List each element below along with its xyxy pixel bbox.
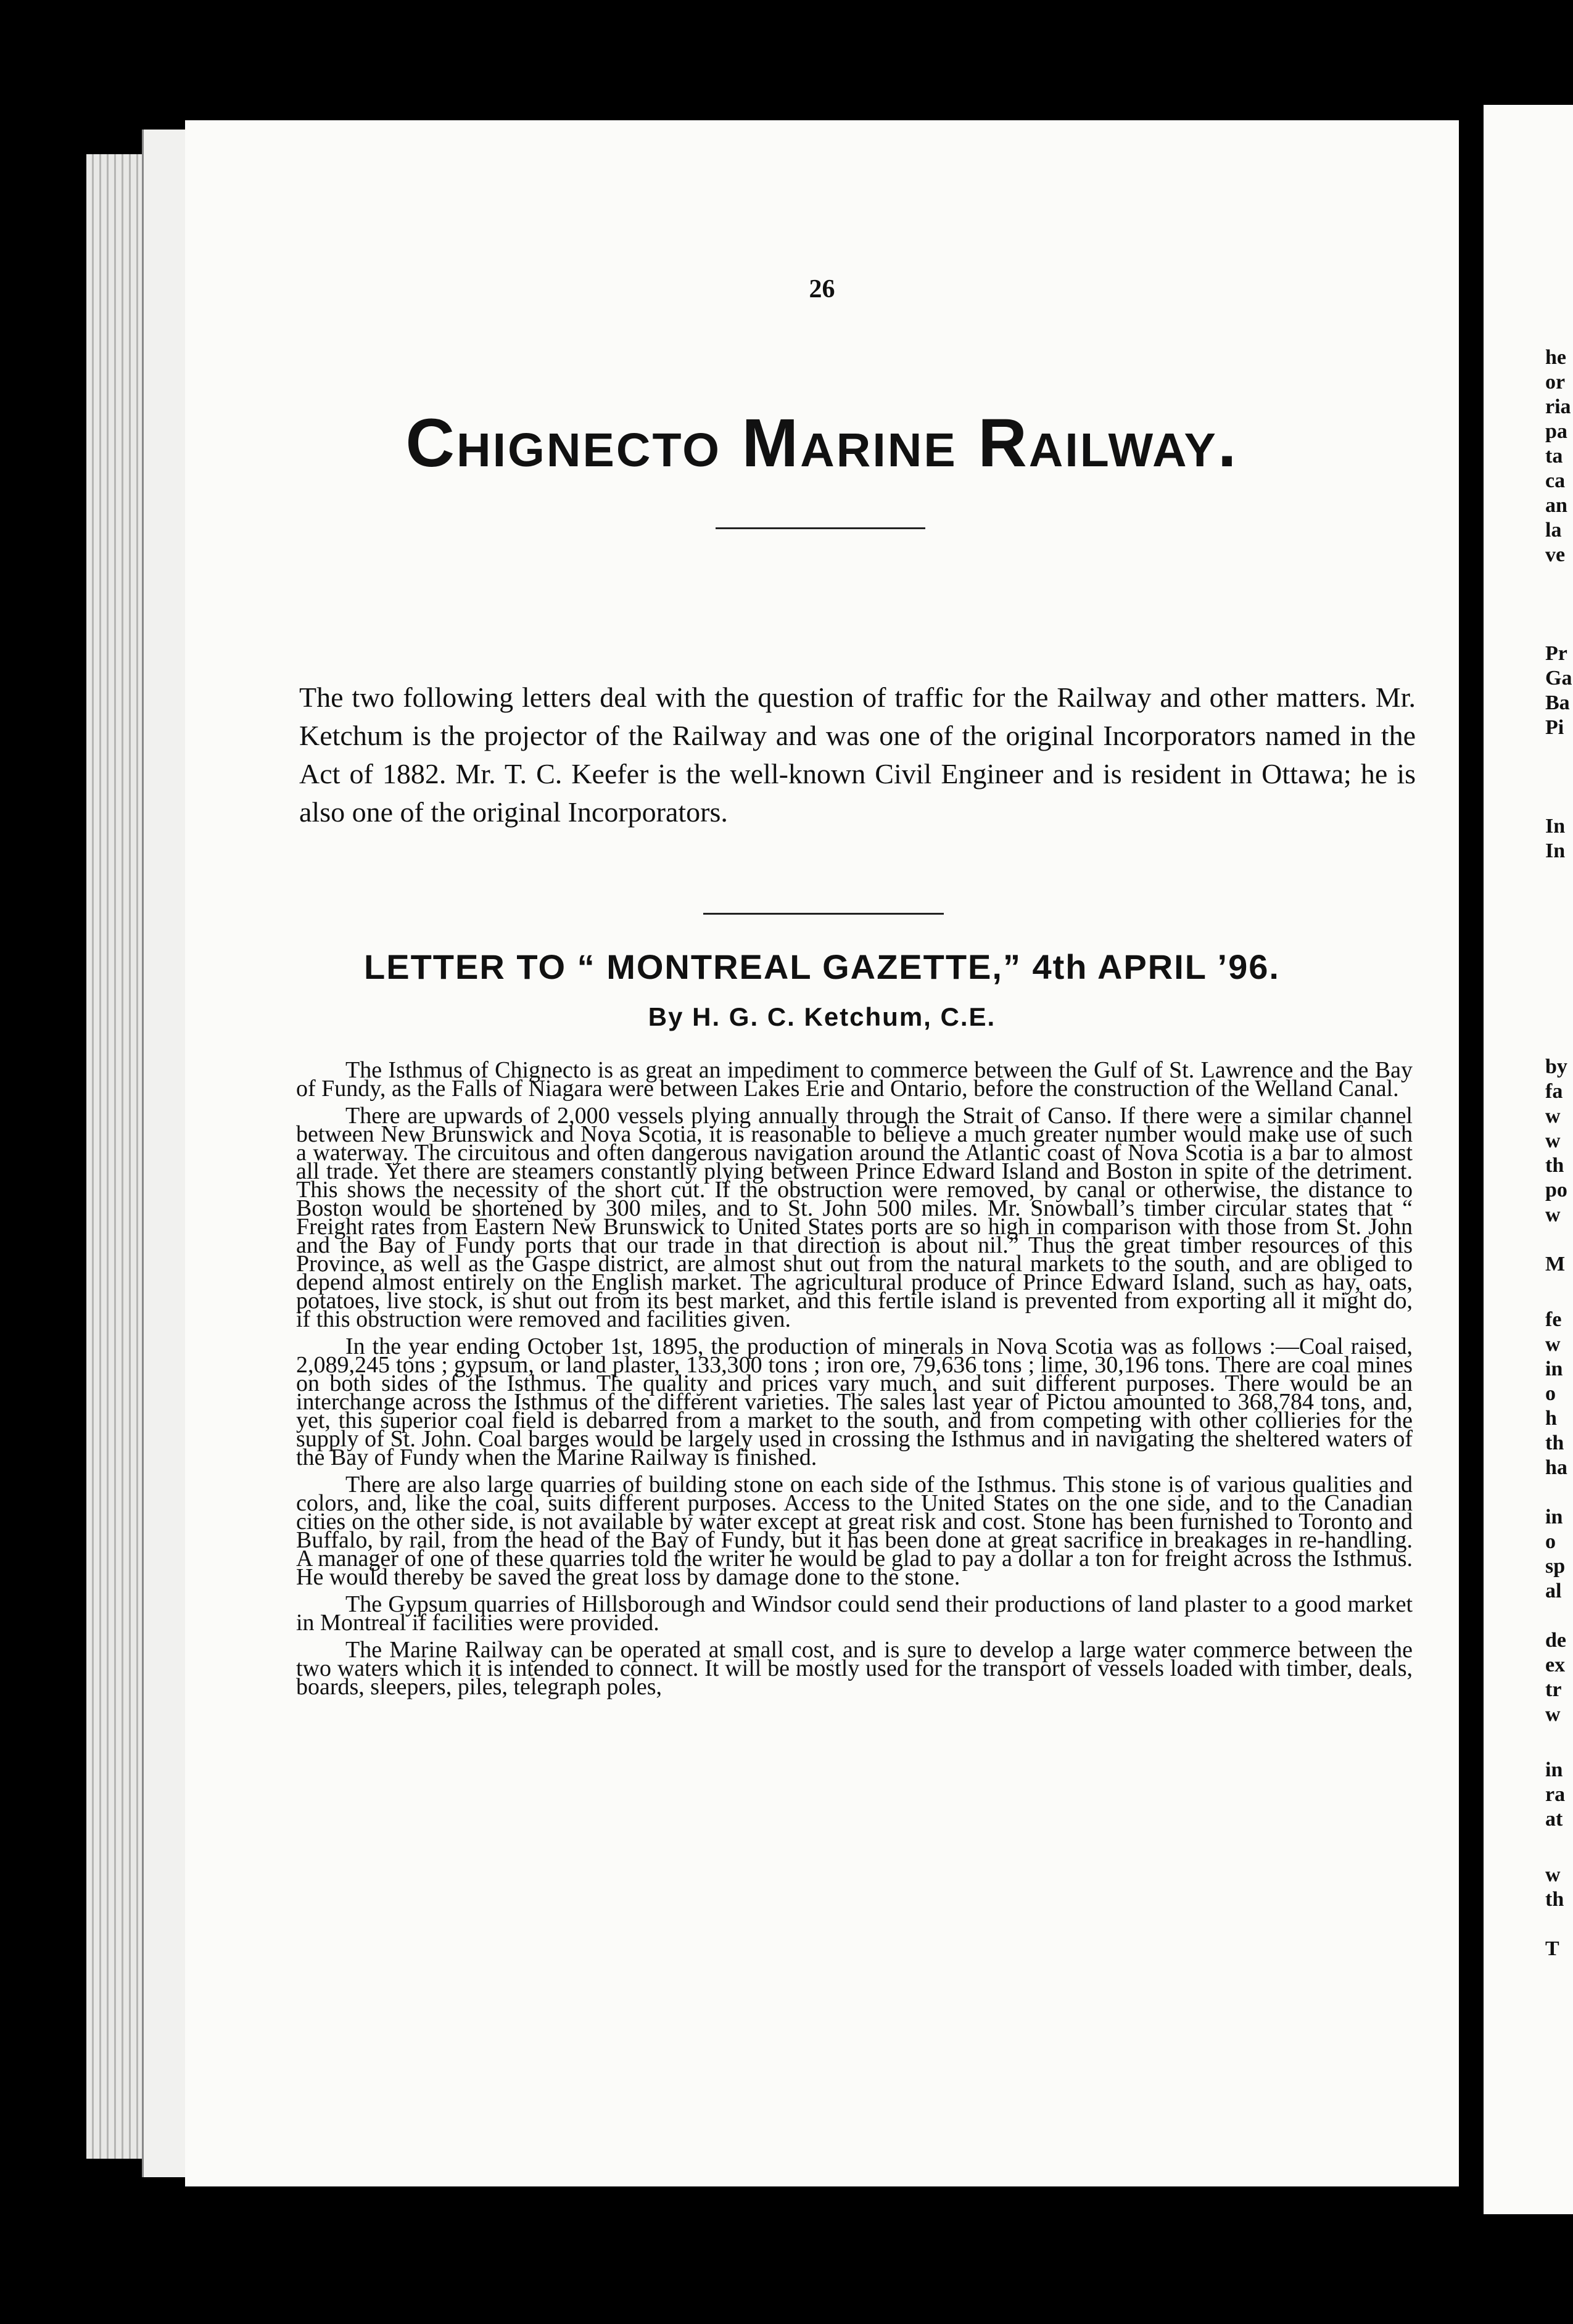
adjacent-page-fragment: po xyxy=(1545,1179,1567,1201)
body-paragraph: The Gypsum quarries of Hillsborough and Windsor could send their productions of land plaster to a good market in Montreal if facilities were provided. xyxy=(296,1591,1413,1636)
intro-paragraph: The two following letters deal with the question of traffic for the Railway and other matters. Mr. Ketchum is the projector of the Railway and was one of the original Incorporators named in the Act of 1882. Mr. T. C. Keefer is the well-known Civil Engineer and is resident in Ottawa; he is also one of the original Incorporators. xyxy=(299,682,1416,828)
adjacent-page-fragment: ve xyxy=(1545,543,1566,566)
adjacent-page-fragment: o xyxy=(1545,1382,1556,1405)
adjacent-page-fragment: Ba xyxy=(1545,691,1570,714)
adjacent-page-fragment: w xyxy=(1545,1863,1561,1886)
adjacent-page-fragment: fa xyxy=(1545,1080,1563,1103)
adjacent-page-fragment: he xyxy=(1545,346,1566,369)
adjacent-page-fragment: in xyxy=(1545,1506,1563,1528)
adjacent-page-fragment: o xyxy=(1545,1530,1556,1553)
adjacent-page-fragment: fe xyxy=(1545,1308,1562,1331)
body-paragraph: There are upwards of 2,000 vessels plying annually through the Strait of Canso. If there were a similar channel between New Brunswick and Nova Scotia, it is reasonable to believe a much greater number would make use of such a waterway. The circuitous and often dangerous navigation around the Atlantic coast of Nova Scotia is a bar to almost all trade. Yet there are steamers constantly plying between Prince Edward Island and Boston in spite of the detriment. This shows the necessity of the short cut. If the obstruction were removed, by canal or otherwise, the distance to Boston would be shortened by 300 miles, and to St. John 500 miles. Mr. Snowball’s timber circular states that “ Freight rates from Eastern New Brunswick to United States ports are so high in comparison with those from St. John and the Bay of Fundy ports that our trade in that direction is about nil.” Thus the great timber resources of this Province, as well as the Gaspe district, are almost shut out from the natural markets to the south, and are obliged to depend almost entirely on the English market. The agricultural produce of Prince Edward Island, such as hay, oats, potatoes, live stock, is shut out from its best market, and this fertile island is prevented from exporting all it might do, if this obstruction were removed and facilities given. xyxy=(296,1103,1413,1332)
adjacent-page-fragment: T xyxy=(1545,1937,1559,1960)
adjacent-page-fragment: pa xyxy=(1545,420,1567,443)
letter-body xyxy=(296,1057,1413,1705)
adjacent-page-fragment: ca xyxy=(1545,469,1566,492)
adjacent-page-fragments xyxy=(1545,345,1573,1974)
adjacent-page-fragment: Ga xyxy=(1545,667,1572,690)
adjacent-page-fragment: by xyxy=(1545,1055,1567,1078)
body-paragraph: In the year ending October 1st, 1895, the production of minerals in Nova Scotia was as follows :—Coal raised, 2,089,245 tons ; gypsum, or land plaster, 133,300 tons ; iron ore, 79,636 tons ; lime, 30,196 tons. There are coal mines on both sides of the Isthmus. The quality and prices vary much, and suit different purposes. There would be an interchange across the Isthmus of the different varieties. The sales last year of Pictou amounted to 368,784 tons, and, yet, this superior coal field is debarred from a market to the south, and from competing with other collieries for the supply of St. John. Coal barges would be largely used in crossing the Isthmus and in navigating the sheltered waters of the Bay of Fundy when the Marine Railway is finished. xyxy=(296,1333,1413,1470)
adjacent-page-fragment: In xyxy=(1545,815,1566,838)
adjacent-page-fragment: th xyxy=(1545,1888,1564,1911)
adjacent-page-fragment: la xyxy=(1545,519,1562,542)
adjacent-page-fragment: w xyxy=(1545,1129,1561,1152)
adjacent-page-fragment: Pi xyxy=(1545,716,1564,739)
title-divider xyxy=(716,527,925,529)
page-title: Chignecto Marine Railway. xyxy=(405,405,1239,481)
adjacent-page-fragment: sp xyxy=(1545,1555,1566,1578)
body-paragraph: The Isthmus of Chignecto is as great an impediment to commerce between the Gulf of St. Lawrence and the Bay of Fundy, as the Falls of Niagara were between Lakes Erie and Ontario, before the construction of the Welland Canal. xyxy=(296,1057,1413,1102)
adjacent-page-fragment: at xyxy=(1545,1808,1563,1831)
adjacent-page-fragment: Pr xyxy=(1545,642,1567,665)
adjacent-page-fragment: ra xyxy=(1545,1783,1566,1806)
adjacent-page-fragment: M xyxy=(1545,1253,1566,1275)
adjacent-page-fragment: h xyxy=(1545,1407,1557,1430)
adjacent-page-fragment: de xyxy=(1545,1629,1566,1652)
adjacent-page-fragment: in xyxy=(1545,1358,1563,1380)
adjacent-page-fragment: ta xyxy=(1545,445,1563,468)
adjacent-page-fragment: In xyxy=(1545,839,1566,862)
adjacent-page-fragment: w xyxy=(1545,1203,1561,1226)
intro-divider xyxy=(703,913,944,915)
adjacent-page-fragment: w xyxy=(1545,1105,1561,1127)
book-page-edge-inner xyxy=(142,130,190,2177)
book-page xyxy=(185,120,1459,2186)
adjacent-page-fragment: ex xyxy=(1545,1654,1566,1676)
adjacent-page-fragment: al xyxy=(1545,1580,1562,1602)
adjacent-page-fragment: an xyxy=(1545,494,1567,517)
page-number: 26 xyxy=(809,275,835,303)
adjacent-page-fragment: or xyxy=(1545,371,1566,394)
body-paragraph: The Marine Railway can be operated at small cost, and is sure to develop a large water commerce between the two waters which it is intended to connect. It will be mostly used for the transport of vessels loaded with timber, deals, boards, sleepers, piles, telegraph poles, xyxy=(296,1637,1413,1700)
adjacent-page-fragment: w xyxy=(1545,1703,1561,1726)
adjacent-page-fragment: th xyxy=(1545,1432,1564,1454)
adjacent-page-fragment: w xyxy=(1545,1333,1561,1356)
letter-title: LETTER TO “ MONTREAL GAZETTE,” 4th APRIL ’96. xyxy=(364,947,1280,986)
adjacent-page-fragment: ria xyxy=(1545,395,1571,418)
adjacent-page-fragment: th xyxy=(1545,1154,1564,1177)
adjacent-page-fragment: in xyxy=(1545,1758,1563,1781)
adjacent-page-fragment: tr xyxy=(1545,1678,1562,1701)
letter-byline: By H. G. C. Ketchum, C.E. xyxy=(648,1002,996,1031)
adjacent-page-fragment: ha xyxy=(1545,1456,1567,1479)
body-paragraph: There are also large quarries of building stone on each side of the Isthmus. This stone is of various qualities and colors, and, like the coal, suits different purposes. Access to the United States on the one side, and to the Canadian cities on the other side, is not available by water except at great risk and cost. Stone has been furnished to Toronto and Buffalo, by rail, from the head of the Bay of Fundy, but it has been done at great sacrifice in breakages in re-handling. A manager of one of these quarries told the writer he would be glad to pay a dollar a ton for freight across the Isthmus. He would thereby be saved the great loss by damage done to the stone. xyxy=(296,1472,1413,1590)
